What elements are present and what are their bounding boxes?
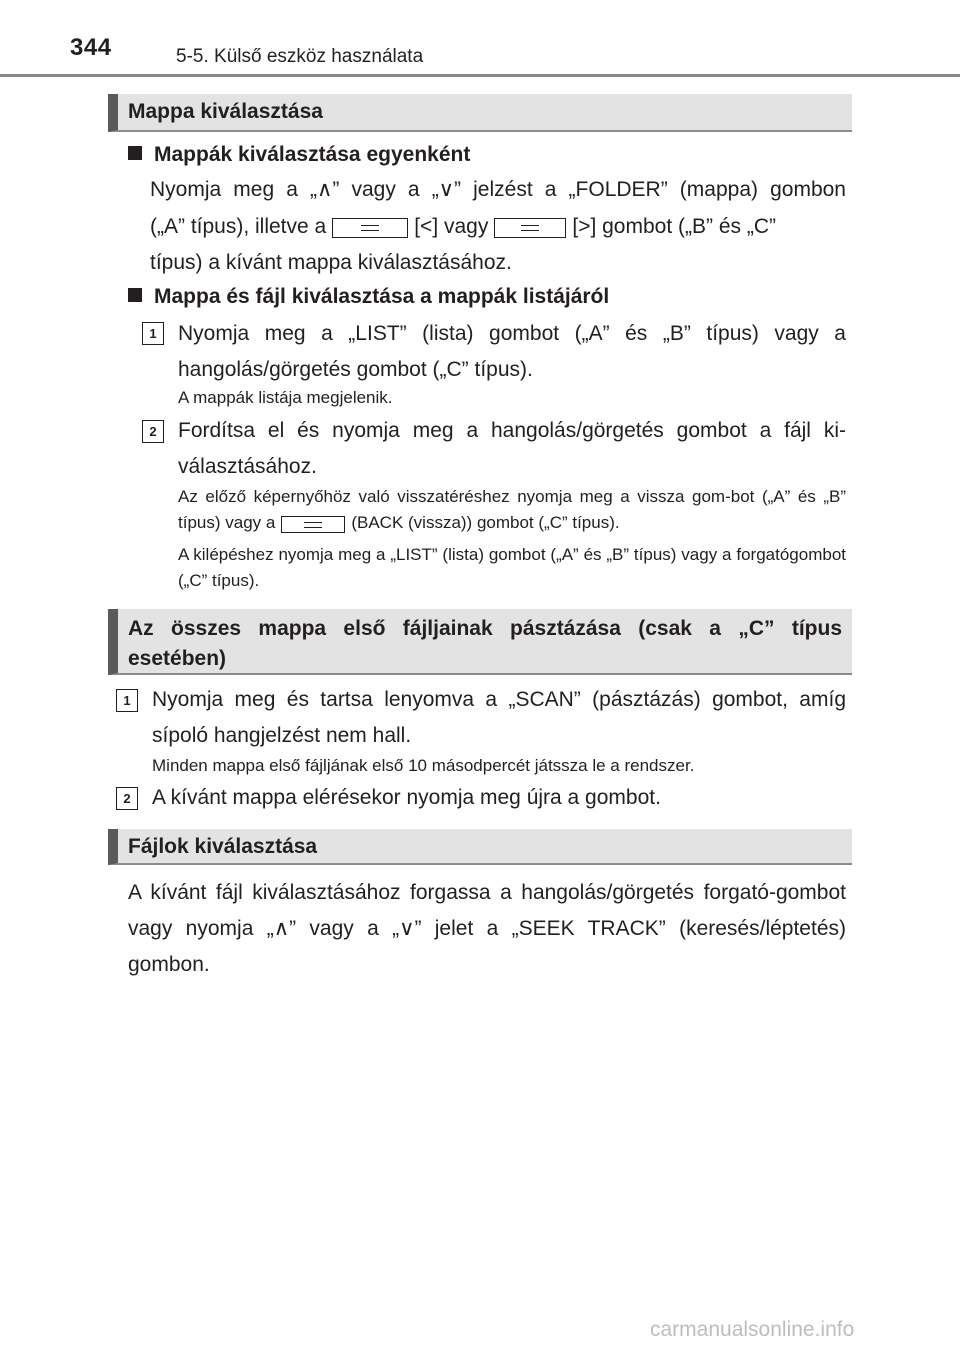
- step-number: 2: [142, 420, 164, 443]
- section-title-text: Fájlok kiválasztása: [128, 835, 318, 858]
- back-button-icon: [281, 516, 345, 533]
- step-number: 2: [116, 787, 138, 810]
- section-title-line: esetében): [128, 647, 227, 670]
- section-title-scan: [108, 609, 852, 675]
- step-text: Fordítsa el és nyomja meg a hangolás/görgetés gombot a fájl ki-választásához.: [178, 419, 846, 478]
- page-header: [0, 0, 960, 80]
- square-bullet-icon: [128, 146, 142, 160]
- step-note: Minden mappa első fájljának első 10 másodpercét játssza le a rendszer.: [152, 756, 695, 775]
- step-note: A kilépéshez nyomja meg a „LIST” (lista) gombot („A” és „B” típus) vagy a forgatógombot („C” típus).: [178, 545, 846, 590]
- prev-button-icon: [332, 218, 408, 238]
- header-rule: [0, 74, 960, 77]
- step-number: 1: [116, 689, 138, 712]
- chapter-title: 5-5. Külső eszköz használata: [176, 46, 424, 67]
- section-title-line: Az összes mappa első fájljainak pásztázása (csak a „C” típus: [128, 617, 842, 640]
- section-title-text: Mappa kiválasztása: [128, 100, 323, 123]
- sub-heading-folder-list: [128, 285, 609, 309]
- paragraph-line: típus) a kívánt mappa kiválasztásához.: [150, 251, 512, 274]
- paragraph-line: Nyomja meg a „∧” vagy a „∨” jelzést a „FOLDER” (mappa) gombon: [150, 178, 846, 201]
- next-button-icon: [494, 218, 566, 238]
- step-note: A mappák listája megjelenik.: [178, 388, 393, 407]
- section-title-file-select: [108, 829, 852, 865]
- sub-heading-folders-one-by-one: [128, 143, 470, 167]
- step-note: [178, 484, 846, 536]
- watermark: carmanualsonline.info: [650, 1318, 855, 1341]
- step-text: A kívánt mappa elérésekor nyomja meg újra a gombot.: [152, 786, 661, 809]
- sub-heading-text: Mappa és fájl kiválasztása a mappák listájáról: [154, 285, 610, 308]
- paragraph-fragment: („A” típus), illetve a: [150, 215, 327, 238]
- paragraph-fragment: [<] vagy: [414, 215, 489, 238]
- paragraph: A kívánt fájl kiválasztásához forgassa a hangolás/görgetés forgató-gombot vagy nyomja „∧” vagy a „∨” jelet a „SEEK TRACK” (keresés/léptetés) gombon.: [128, 881, 846, 976]
- square-bullet-icon: [128, 288, 142, 302]
- step-text: Nyomja meg és tartsa lenyomva a „SCAN” (pásztázás) gombot, amíg sípoló hangjelzést nem hall.: [152, 688, 846, 747]
- note-fragment: (BACK (vissza)) gombot („C” típus).: [351, 513, 620, 532]
- step-number: 1: [142, 322, 164, 345]
- paragraph-line-with-buttons: [150, 209, 846, 245]
- section-title-folder-select: [108, 94, 852, 132]
- page-number: 344: [70, 34, 112, 61]
- step-text: Nyomja meg a „LIST” (lista) gombot („A” és „B” típus) vagy a hangolás/görgetés gombot („C” típus).: [178, 322, 846, 381]
- note-fragment: Az előző képernyőhöz való visszatéréshez nyomja meg a vissza gom-bot („A” és „B” típus) vagy a: [178, 487, 846, 532]
- sub-heading-text: Mappák kiválasztása egyenként: [154, 143, 471, 166]
- paragraph-fragment: [>] gombot („B” és „C”: [572, 215, 776, 238]
